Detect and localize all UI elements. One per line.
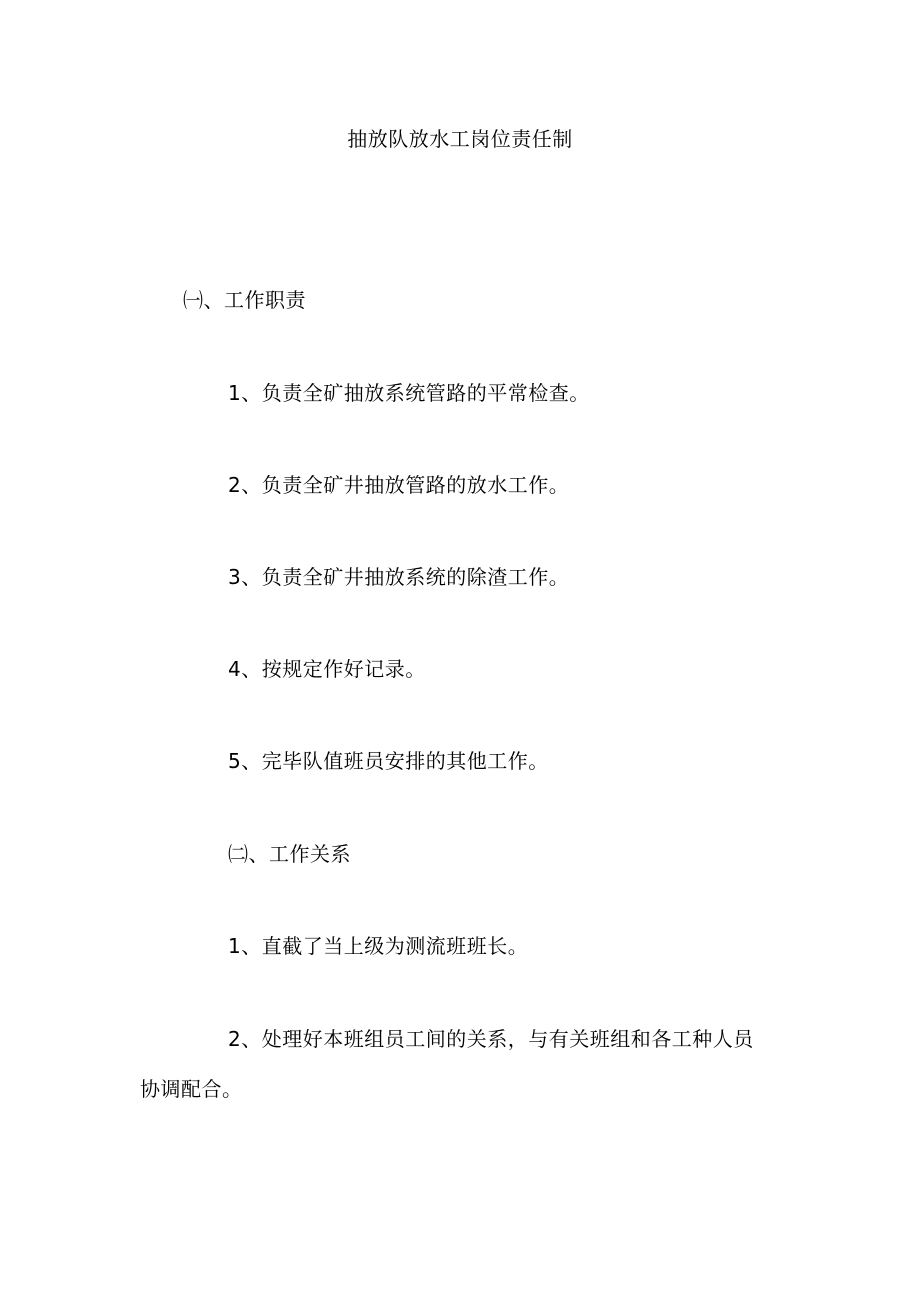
document-title: 抽放队放水工岗位责任制 xyxy=(347,127,573,151)
relation-item-1: 1、直截了当上级为测流班班长。 xyxy=(228,934,529,958)
section-heading-duties: ㈠、工作职责 xyxy=(183,288,306,312)
duty-item-4: 4、按规定作好记录。 xyxy=(228,657,426,681)
duty-item-2: 2、负责全矿井抽放管路的放水工作。 xyxy=(228,473,570,497)
duty-item-5: 5、完毕队值班员安排的其他工作。 xyxy=(228,749,549,773)
relation-item-2: 2、处理好本班组员工间的关系，与有关班组和各工种人员 xyxy=(228,1027,754,1051)
duty-item-1: 1、负责全矿抽放系统管路的平常检查。 xyxy=(228,381,590,405)
duty-item-3: 3、负责全矿井抽放系统的除渣工作。 xyxy=(228,565,570,589)
section-heading-relations: ㈡、工作关系 xyxy=(228,842,351,866)
relation-item-2-continuation: 协调配合。 xyxy=(140,1077,243,1101)
